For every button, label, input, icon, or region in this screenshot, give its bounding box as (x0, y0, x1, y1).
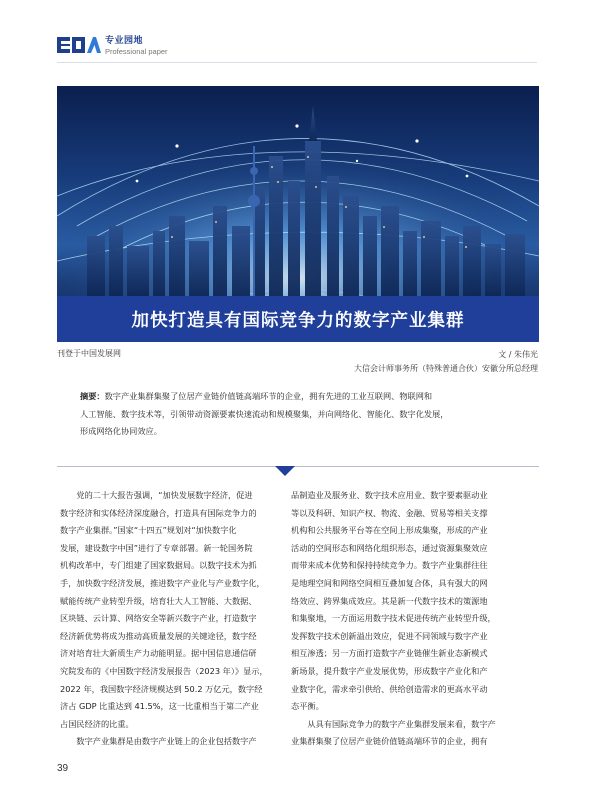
body-line: 数字经济和实体经济深度融合，打造具有国际竞争力的 (60, 507, 257, 518)
body-line: 究院发布的《中国数字经济发展报告（2023 年）》显示， (60, 665, 268, 676)
title-banner (57, 296, 539, 342)
divider-triangle-icon (275, 466, 295, 476)
body-line: 络效应、跨界集成效应。其是新一代数字技术的策源地 (291, 595, 488, 606)
body-line: 品制造业及服务业、数字技术应用业、数字要素驱动业 (291, 490, 488, 500)
body-line: 发挥数字技术创新溢出效应，促进不同领域与数字产业 (291, 630, 488, 641)
abstract-line (80, 388, 520, 406)
author-block (354, 348, 538, 376)
body-line: 数字产业集群。”国家“十四五”规划对“加快数字化 (60, 525, 237, 536)
abstract-label: 摘要： (80, 391, 105, 401)
body-line: 占国民经济的比重。 (60, 718, 134, 729)
page-number: 39 (57, 763, 69, 774)
brand-logo (57, 35, 101, 59)
body-line: 数字产业集群是由数字产业链上的企业包括数字产 (60, 736, 257, 747)
section-name: 专业园地 (105, 36, 144, 46)
body-line: 发展，建设数字中国”进行了专章部署。新一轮国务院 (60, 542, 253, 553)
logo-mark-icon (57, 35, 101, 55)
body-line: 和集聚地，一方面运用数字技术促进传统产业转型升级， (291, 613, 496, 624)
body-line: 济占 GDP 比重达到 41.5%，这一比重相当于第二产业 (60, 701, 259, 712)
body-line: 从具有国际竞争力的数字产业集群发展来看，数字产 (291, 718, 496, 729)
body-line: 业集群集聚了位居产业链价值链高端环节的企业，拥有 (291, 736, 488, 747)
abstract-line: 形成网络化协同效应。 (80, 426, 162, 436)
body-line: 机构和公共服务平台等在空间上形成集聚，形成的产业 (291, 525, 488, 536)
author-affiliation: 大信会计师事务所（特殊普通合伙）安徽分所总经理 (354, 364, 538, 373)
body-line: 赋能传统产业转型升级，培育壮大人工智能、大数据、 (60, 595, 257, 606)
author-name: 文 / 朱伟光 (498, 350, 538, 359)
body-line: 区块链、云计算、网络安全等新兴数字产业，打造数字 (60, 613, 257, 624)
brand-text (105, 37, 168, 56)
body-column-right (291, 487, 516, 751)
body-line: 党的二十大报告强调，“加快发展数字经济，促进 (60, 490, 253, 500)
body-line: 2022 年，我国数字经济规模达到 50.2 万亿元，数字经 (60, 683, 263, 694)
body-line: 态平衡。 (291, 701, 324, 712)
abstract-line: 人工智能、数字技术等，引领带动资源要素快速流动和规模聚集，并向网络化、智能化、数字化发展， (80, 408, 449, 419)
body-line: 活动的空间形态和网络化组织形态，通过资源集聚效应 (291, 542, 488, 553)
body-column-left (60, 487, 275, 751)
hero-image (57, 86, 539, 342)
body-line: 相互渗透；另一方面打造数字产业链催生新业态新模式 (291, 648, 488, 659)
section-divider (57, 466, 539, 467)
abstract-text: 数字产业集群集聚了位居产业链价值链高端环节的企业，拥有先进的工业互联网、物联网和 (104, 391, 433, 401)
header-divider (57, 62, 537, 63)
source-note: 刊登于中国发展网 (57, 349, 121, 358)
body-line: 而带来成本优势和保持持续竞争力。数字产业集群往往 (291, 560, 488, 571)
abstract (80, 388, 520, 441)
body-line: 机构改革中，专门组建了国家数据局。以数字技术为抓 (60, 560, 257, 571)
article-title: 加快打造具有国际竞争力的数字产业集群 (131, 310, 465, 331)
body-line: 手，加快数字经济发展，推进数字产业化与产业数字化， (60, 577, 265, 588)
section-name-en: Professional paper (105, 47, 168, 56)
body-line: 济对培育壮大新质生产力动能明显。据中国信息通信研 (60, 648, 257, 659)
body-line: 是地理空间和网络空间相互叠加复合体，具有强大的网 (291, 577, 488, 588)
body-line: 业数字化，需求牵引供给、供给创造需求的更高水平动 (291, 683, 488, 694)
body-line: 新场景，提升数字产业发展优势，形成数字产业化和产 (291, 665, 488, 676)
body-line: 等以及科研、知识产权、物流、金融、贸易等相关支撑 (291, 507, 488, 518)
body-line: 经济新优势将成为推动高质量发展的关键途径，数字经 (60, 630, 257, 641)
